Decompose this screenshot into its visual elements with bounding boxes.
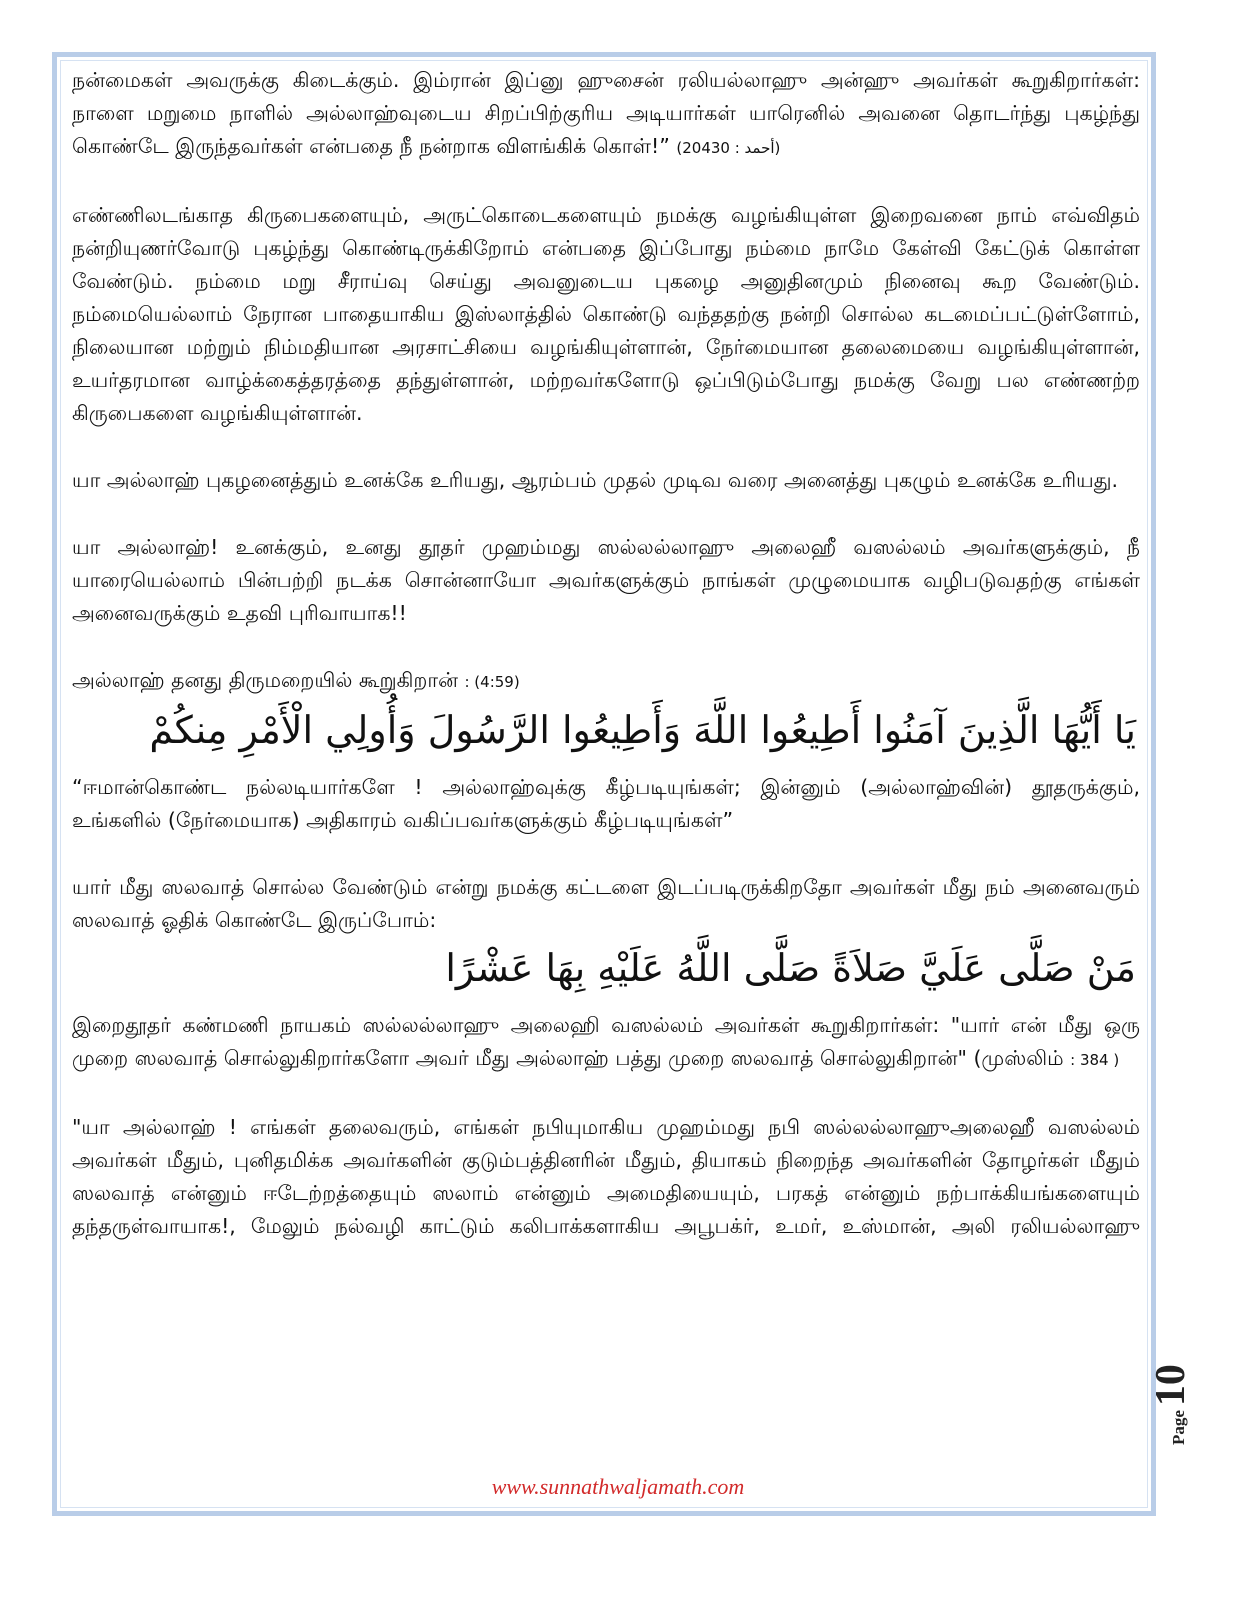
verse-reference: : (4:59)	[464, 673, 520, 691]
hadith-reference: : 384 )	[1070, 1051, 1120, 1069]
paragraph-quran-intro	[72, 664, 1140, 699]
paragraph-dua: யா அல்லாஹ்! உனக்கும், உனது தூதர் முஹம்மது ஸல்லல்லாஹு அலைஹீ வஸல்லம் அவர்களுக்கும், நீ யாரையெல்லாம் பின்பற்றி நடக்க சொன்னாயோ அவர்களுக்கும் நாங்கள் முழுமையாக வழிபடுவதற்கு எங்கள் அனைவருக்கும் உதவி புரிவாயாக!!	[72, 535, 1140, 625]
page-number-value: 10	[1148, 1364, 1194, 1407]
paragraph-verse-translation: “ஈமான்கொண்ட நல்லடியார்களே ! அல்லாஹ்வுக்கு கீழ்படியுங்கள்; இன்னும் (அல்லாஹ்வின்) தூதருக்கும், உங்களில் (நேர்மையாக) அதிகாரம் வகிப்பவர்களுக்கும் கீழ்படியுங்கள்”	[72, 775, 1140, 832]
paragraph-hadith-imran	[72, 64, 1140, 165]
arabic-verse-obey: يَا أَيُّهَا الَّذِينَ آمَنُوا أَطِيعُوا اللَّهَ وَأَطِيعُوا الرَّسُولَ وَأُولِي الْأَمْرِ مِنكُمْ	[149, 708, 1136, 752]
page-label: Page	[1169, 1410, 1188, 1445]
paragraph-salawat-intro: யார் மீது ஸலவாத் சொல்ல வேண்டும் என்று நமக்கு கட்டளை இடப்படிருக்கிறதோ அவர்கள் மீது நம் அனைவரும் ஸலவாத் ஓதிக் கொண்டே இருப்போம்:	[72, 875, 1140, 932]
arabic-hadith-salawat: مَنْ صَلَّى عَلَيَّ صَلاَةً صَلَّى اللَّهُ عَلَيْهِ بِهَا عَشْرًا	[445, 946, 1136, 990]
paragraph-text: அல்லாஹ் தனது திருமறையில் கூறுகிறான்	[72, 668, 458, 692]
document-body	[72, 64, 1140, 1243]
paragraph-praise: யா அல்லாஹ் புகழனைத்தும் உனக்கே உரியது, ஆரம்பம் முதல் முடிவ வரை அனைத்து புகழும் உனக்கே உரியது.	[72, 468, 1119, 492]
paragraph-gratitude: எண்ணிலடங்காத கிருபைகளையும், அருட்கொடைகளையும் நமக்கு வழங்கியுள்ள இறைவனை நாம் எவ்விதம் நன்றியுணர்வோடு புகழ்ந்து கொண்டிருக்கிறோம் என்பதை இப்போது நம்மை நாமே கேள்வி கேட்டுக் கொள்ள வேண்டும். நம்மை மறு சீராய்வு செய்து அவனுடைய புகழை அனுதினமும் நினைவு கூற வேண்டும். நம்மையெல்லாம் நேரான பாதையாகிய இஸ்லாத்தில் கொண்டு வந்ததற்கு நன்றி சொல்ல கடமைப்பட்டுள்ளோம், நிலையான மற்றும் நிம்மதியான அரசாட்சியை வழங்கியுள்ளான், நேர்மையான தலைமையை வழங்கியுள்ளான், உயர்தரமான வாழ்க்கைத்தரத்தை தந்துள்ளான், மற்றவர்களோடு ஒப்பிடும்போது நமக்கு வேறு பல எண்ணற்ற கிருபைகளை வழங்கியுள்ளான்.	[72, 203, 1140, 425]
hadith-reference: (20430 : أحمد)	[676, 139, 781, 157]
page-number	[1147, 1364, 1236, 1445]
footer-website-link[interactable]: www.sunnathwaljamath.com	[491, 1474, 745, 1499]
paragraph-text: நன்மைகள் அவருக்கு கிடைக்கும். இம்ரான் இப்னு ஹுசைன் ரலியல்லாஹு அன்ஹு அவர்கள் கூறுகிறார்கள்: நாளை மறுமை நாளில் அல்லாஹ்வுடைய சிறப்பிற்குரிய அடியார்கள் யாரெனில் அவனை தொடர்ந்து புகழ்ந்து கொண்டே இருந்தவர்கள் என்பதை நீ நன்றாக விளங்கிக் கொள்!”	[72, 68, 1140, 158]
paragraph-closing-dua: "யா அல்லாஹ் ! எங்கள் தலைவரும், எங்கள் நபியுமாகிய முஹம்மது நபி ஸல்லல்லாஹுஅலைஹீ வஸல்லம் அவர்கள் மீதும், புனிதமிக்க அவர்களின் குடும்பத்தினரின் மீதும், தியாகம் நிறைந்த அவர்களின் தோழர்கள் மீதும் ஸலவாத் என்னும் ஈடேற்றத்தையும் ஸலாம் என்னும் அமைதியையும், பரகத் என்னும் நற்பாக்கியங்களையும் தந்தருள்வாயாக!, மேலும் நல்வழி காட்டும் கலிபாக்களாகிய அபூபக்ர், உமர், உஸ்மான், அலி ரலியல்லாஹு	[72, 1115, 1140, 1238]
paragraph-hadith-salawat	[72, 1009, 1140, 1077]
paragraph-text: இறைதூதர் கண்மணி நாயகம் ஸல்லல்லாஹு அலைஹி வஸல்லம் அவர்கள் கூறுகிறார்கள்: "யார் என் மீது ஒரு முறை ஸலவாத் சொல்லுகிறார்களோ அவர் மீது அல்லாஹ் பத்து முறை ஸலவாத் சொல்லுகிறான்" (முஸ்லிம்	[72, 1013, 1140, 1070]
